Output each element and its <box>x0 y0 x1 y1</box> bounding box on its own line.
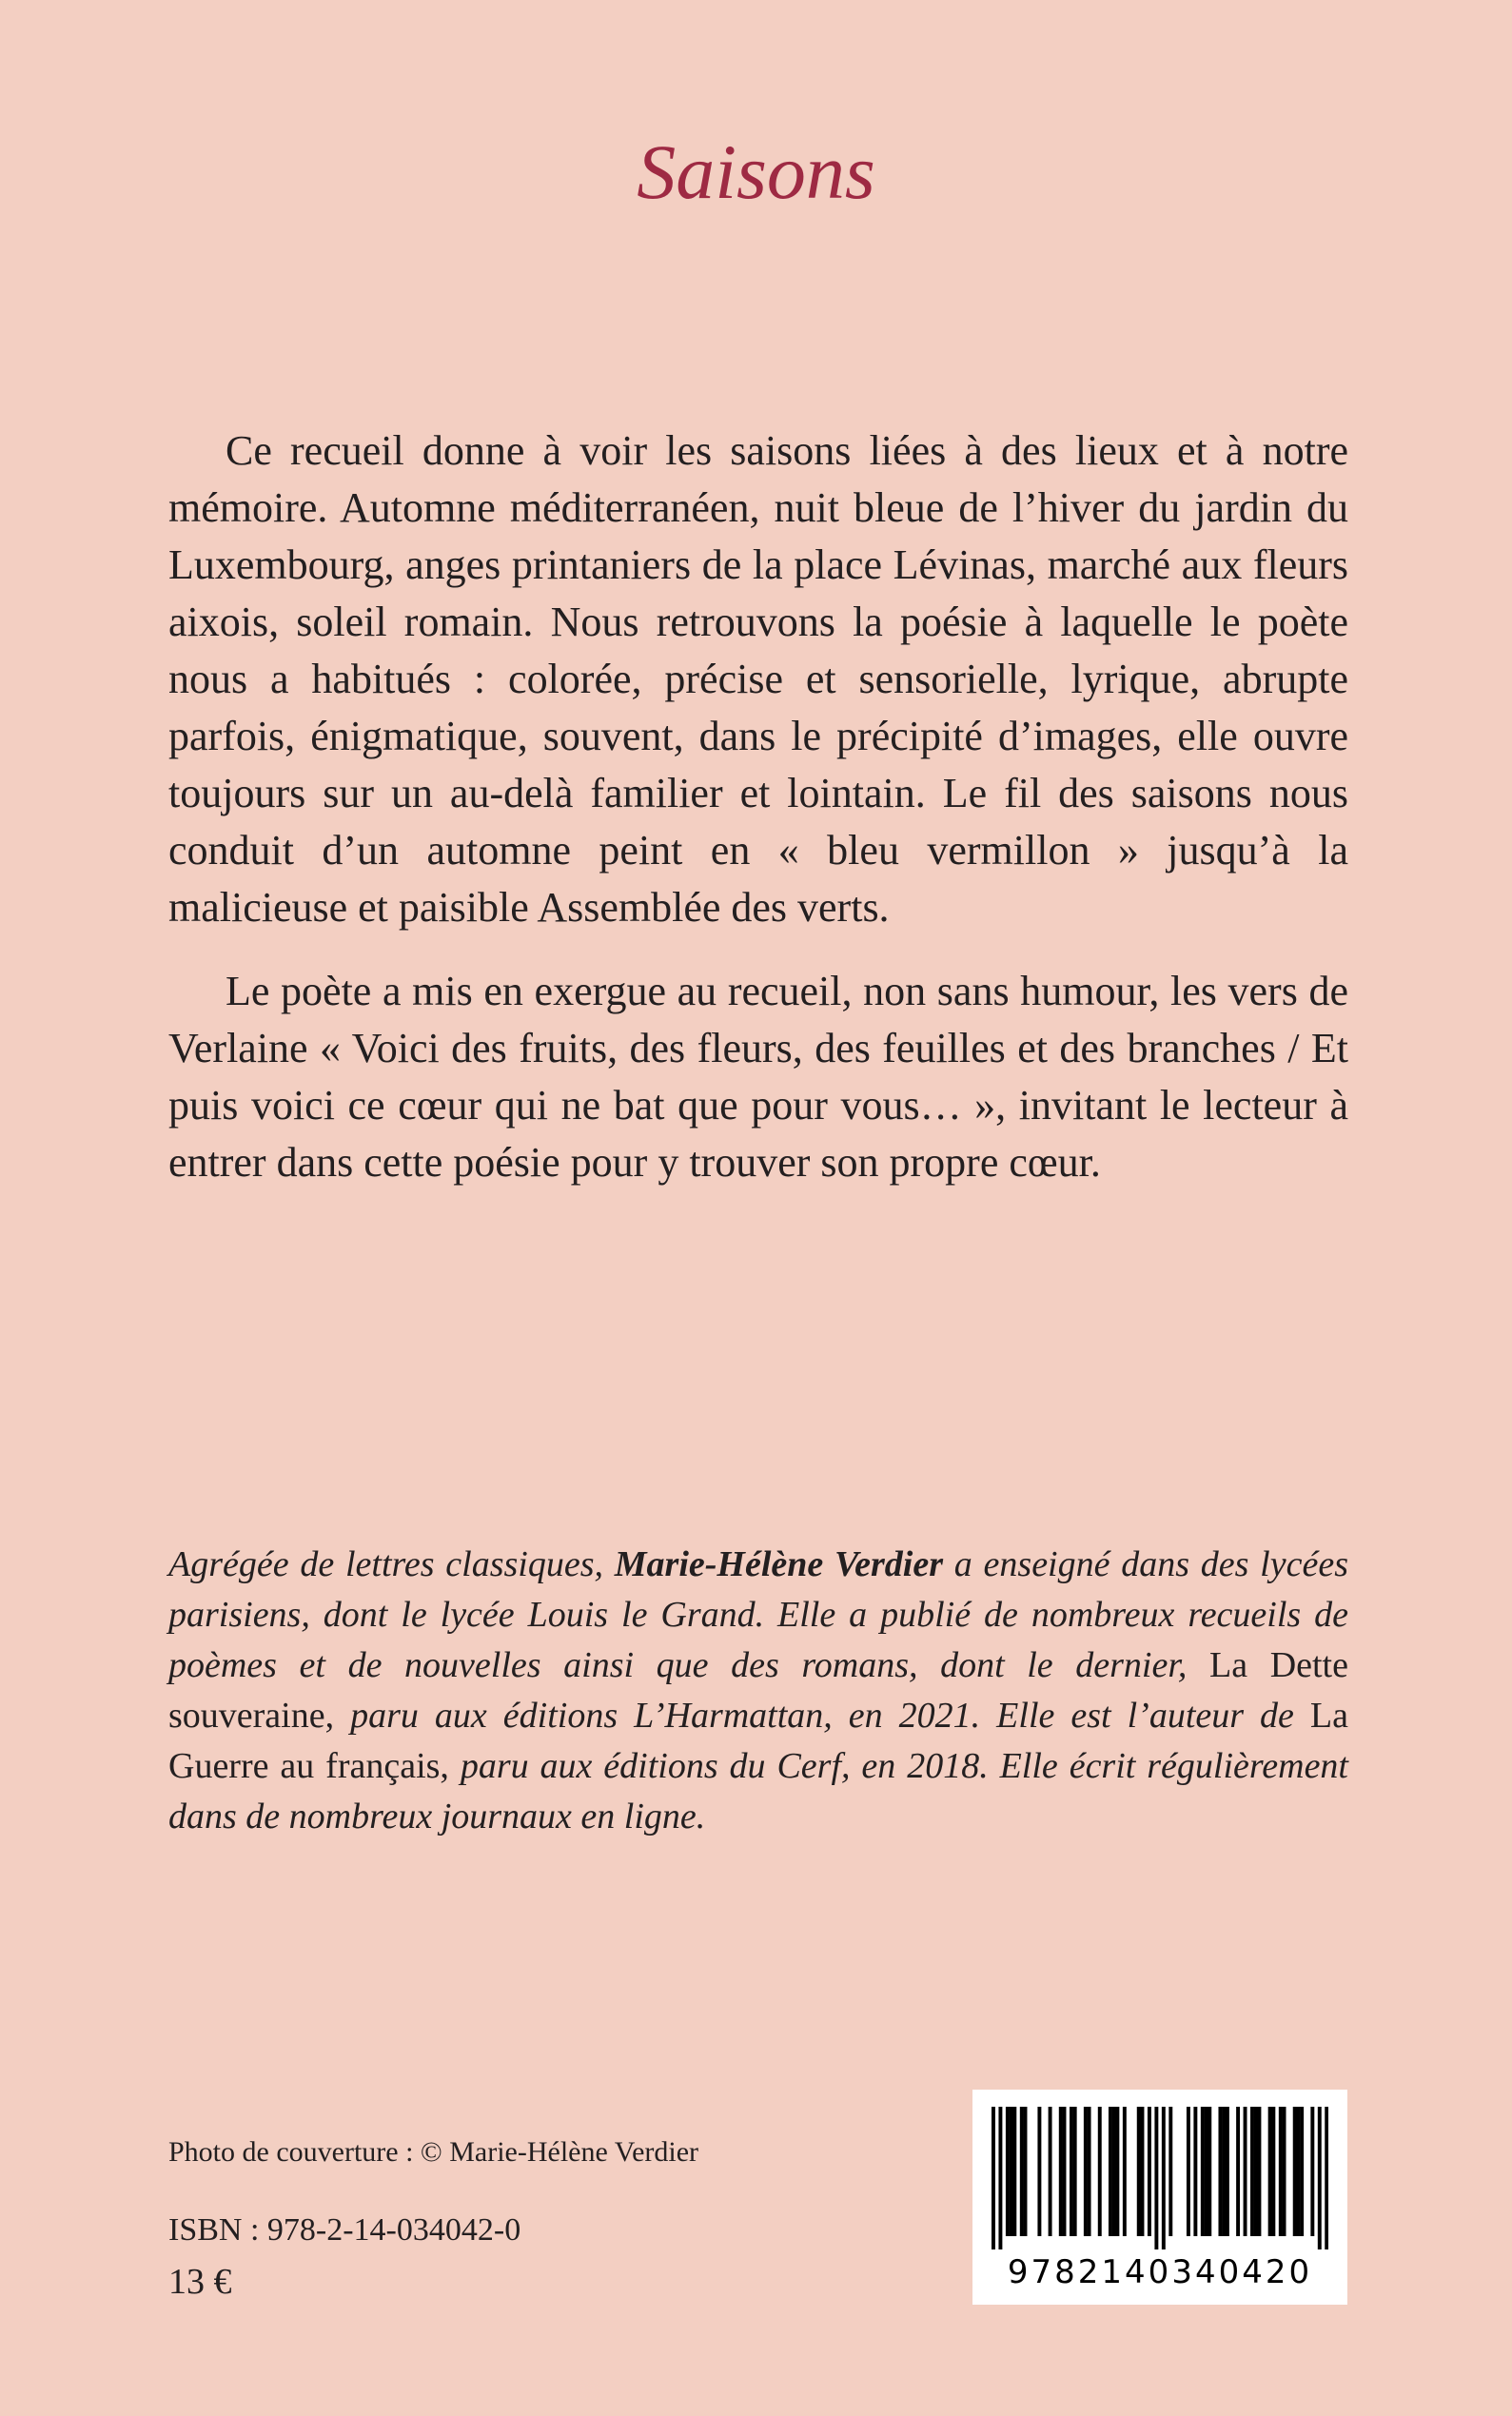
barcode-bar <box>1088 2107 1091 2236</box>
barcode-bar <box>1006 2107 1010 2236</box>
barcode-bar <box>1162 2107 1166 2249</box>
barcode-bar <box>1109 2107 1112 2236</box>
barcode-bar <box>1123 2107 1127 2236</box>
barcode-bar <box>1325 2107 1328 2249</box>
blurb-paragraph-1: Ce recueil donne à voir les saisons liées à des lieux et à notre mémoire. Automne méditerranéen, nuit bleue de l’hiver du jardin du Luxembourg, anges printaniers de la place Lévinas, marché aux fleurs aixois, soleil romain. Nous retrouvons la poésie à laquelle le poète nous a habitués : colorée, précise et sensorielle, lyrique, abrupte parfois, énigmatique, souvent, dans le précipité d’images, elle ouvre toujours sur un au-delà familier et lointain. Le fil des saisons nous conduit d’un automne peint en « bleu vermillon » jusqu’à la malicieuse et paisible Assemblée des verts. <box>168 427 1348 931</box>
barcode-bar <box>1148 2107 1151 2236</box>
barcode-bar <box>1222 2107 1226 2236</box>
barcode-bar <box>1205 2107 1208 2236</box>
price: 13 € <box>168 2262 232 2302</box>
barcode-bar <box>1049 2107 1052 2236</box>
barcode-bar <box>1250 2107 1254 2236</box>
barcode-bar <box>1012 2107 1016 2236</box>
barcode-bar <box>1279 2107 1283 2236</box>
barcode-bar <box>1070 2107 1073 2236</box>
barcode-bar <box>1218 2107 1222 2236</box>
barcode-bar <box>1293 2107 1297 2236</box>
barcode-bar <box>1115 2107 1119 2236</box>
barcode-bar <box>1059 2107 1063 2236</box>
barcode-bar <box>1208 2107 1211 2236</box>
barcode-bar <box>1141 2107 1145 2236</box>
bio-text-1: Agrégée de lettres classiques, <box>168 1544 615 1584</box>
author-bio <box>168 1540 1348 1842</box>
barcode-digits: 9782140340420 <box>1007 2253 1313 2291</box>
barcode-bar <box>1300 2107 1304 2236</box>
barcode-bar <box>1037 2107 1041 2236</box>
barcode-bar <box>1187 2107 1190 2236</box>
barcode-bar <box>1201 2107 1205 2236</box>
barcode-bar <box>1226 2107 1229 2236</box>
book-title-1: La Dette souveraine, <box>168 1645 1348 1736</box>
barcode-bar <box>1254 2107 1258 2236</box>
barcode-bar <box>1310 2107 1314 2236</box>
barcode-bar <box>1154 2107 1158 2249</box>
barcode-bar <box>1268 2107 1272 2236</box>
barcode-bar <box>1244 2107 1247 2236</box>
author-name: Marie-Hélène Verdier <box>614 1544 944 1584</box>
book-title: Saisons <box>637 128 875 215</box>
bio-text-3: paru aux éditions L’Harmattan, en 2021. Elle est l’auteur de <box>334 1696 1310 1736</box>
barcode-bar <box>1271 2107 1275 2236</box>
barcode-bar <box>1084 2107 1088 2236</box>
barcode <box>972 2090 1347 2305</box>
barcode-bar <box>1236 2107 1240 2236</box>
barcode-bar <box>1073 2107 1077 2236</box>
isbn: ISBN : 978-2-14-034042-0 <box>168 2212 521 2248</box>
bio-text-4: paru aux éditions du Cerf, en 2018. Elle écrit régulièrement dans de nombreux journaux en ligne. <box>168 1746 1348 1837</box>
barcode-bar <box>1168 2107 1172 2236</box>
bio-text-2: a enseigné dans des lycées parisiens, dont le lycée Louis le Grand. Elle a publié de nombreux recueils de poèmes et de nouvelles ainsi que des romans, dont le dernier, <box>168 1544 1348 1685</box>
barcode-bar <box>1112 2107 1116 2236</box>
book-title-2: La Guerre au français, <box>168 1696 1348 1786</box>
photo-credit: Photo de couverture : © Marie-Hélène Verdier <box>168 2136 699 2168</box>
barcode-bar <box>1020 2107 1024 2236</box>
barcode-bar <box>1318 2107 1322 2249</box>
barcode-bars <box>992 2107 1328 2249</box>
barcode-bar <box>1098 2107 1102 2236</box>
blurb-paragraph-2: Le poète a mis en exergue au recueil, non sans humour, les vers de Verlaine « Voici des fruits, des fleurs, des feuilles et des branches / Et puis voici ce cœur qui ne bat que pour vous… », invitant le lecteur à entrer dans cette poésie pour y trouver son propre cœur. <box>168 968 1348 1186</box>
barcode-bar <box>992 2107 995 2249</box>
barcode-bar <box>998 2107 1002 2249</box>
barcode-bar <box>1063 2107 1067 2236</box>
barcode-bar <box>1193 2107 1197 2236</box>
back-cover-blurb <box>168 422 1348 1218</box>
barcode-bar <box>1296 2107 1300 2236</box>
barcode-bar <box>1010 2107 1013 2236</box>
barcode-bar <box>1283 2107 1286 2236</box>
barcode-bar <box>1257 2107 1261 2236</box>
barcode-bar <box>1137 2107 1141 2236</box>
barcode-bar <box>1024 2107 1028 2236</box>
